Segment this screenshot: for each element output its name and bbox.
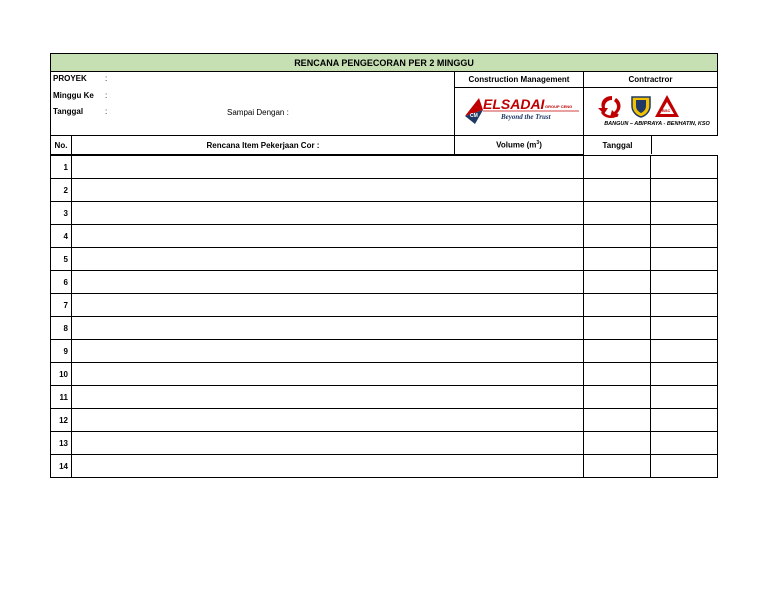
row-volume-cell[interactable] (584, 317, 651, 340)
table-row (51, 409, 718, 432)
elsadai-group: GROUP CENG (545, 104, 573, 110)
row-item-cell[interactable] (72, 225, 584, 248)
row-item-cell[interactable] (72, 340, 584, 363)
kso-icons (592, 92, 712, 120)
elsadai-logo (461, 94, 581, 126)
row-tanggal-cell[interactable] (651, 363, 718, 386)
row-volume-cell[interactable] (584, 386, 651, 409)
row-number: 5 (51, 248, 72, 271)
tanggal-colon: : (105, 107, 108, 116)
table-row (51, 317, 718, 340)
benhatin-triangle-icon (655, 95, 679, 117)
minggu-colon: : (105, 91, 108, 100)
table-row (51, 386, 718, 409)
row-volume-cell[interactable] (584, 409, 651, 432)
row-tanggal-cell[interactable] (651, 455, 718, 478)
row-number: 12 (51, 409, 72, 432)
row-item-cell[interactable] (72, 271, 584, 294)
row-item-cell[interactable] (72, 455, 584, 478)
row-item-cell[interactable] (72, 156, 584, 179)
kso-logo (592, 92, 712, 130)
tanggal-label: Tanggal (53, 107, 84, 116)
row-number: 10 (51, 363, 72, 386)
table-row (51, 179, 718, 202)
row-volume-cell[interactable] (584, 432, 651, 455)
row-tanggal-cell[interactable] (651, 317, 718, 340)
minggu-label: Minggu Ke (53, 91, 94, 100)
kso-logo-cell (584, 88, 718, 136)
row-tanggal-cell[interactable] (651, 271, 718, 294)
row-volume-cell[interactable] (584, 225, 651, 248)
elsadai-logo-cell (455, 88, 584, 136)
table-row (51, 202, 718, 225)
row-volume-cell[interactable] (584, 340, 651, 363)
construction-management-label: Construction Management (455, 72, 584, 88)
row-volume-cell[interactable] (584, 455, 651, 478)
row-volume-cell[interactable] (584, 248, 651, 271)
elsadai-badge: CM (470, 113, 478, 120)
sheet-title: RENCANA PENGECORAN PER 2 MINGGU (51, 54, 718, 72)
table-row (51, 294, 718, 317)
col-header-spacer (652, 136, 718, 154)
row-number: 2 (51, 179, 72, 202)
table-row (51, 225, 718, 248)
col-header-no: No. (51, 136, 72, 155)
row-tanggal-cell[interactable] (651, 248, 718, 271)
kso-logo-text: BANGUN – ABIPRAYA - BENHATIN, KSO (604, 121, 710, 128)
row-item-cell[interactable] (72, 202, 584, 225)
table-row (51, 156, 718, 179)
row-tanggal-cell[interactable] (651, 386, 718, 409)
row-number: 13 (51, 432, 72, 455)
row-item-cell[interactable] (72, 363, 584, 386)
row-volume-cell[interactable] (584, 363, 651, 386)
row-item-cell[interactable] (72, 317, 584, 340)
elsadai-tagline: Beyond the Trust (501, 113, 551, 122)
sampai-dengan-label: Sampai Dengan : (227, 108, 289, 117)
row-tanggal-cell[interactable] (651, 202, 718, 225)
plan-rows (50, 155, 718, 478)
proyek-colon: : (105, 74, 108, 83)
col-header-tanggal: Tanggal (584, 136, 652, 154)
elsadai-wordmark: ELSADAI (483, 96, 545, 113)
benhatin-badge: BSC (662, 108, 671, 114)
row-volume-cell[interactable] (584, 156, 651, 179)
row-tanggal-cell[interactable] (651, 409, 718, 432)
col-header-right-group (584, 136, 718, 155)
row-tanggal-cell[interactable] (651, 294, 718, 317)
row-volume-cell[interactable] (584, 294, 651, 317)
row-number: 14 (51, 455, 72, 478)
row-item-cell[interactable] (72, 409, 584, 432)
table-row (51, 271, 718, 294)
row-number: 6 (51, 271, 72, 294)
table-row (51, 363, 718, 386)
table-row (51, 248, 718, 271)
row-item-cell[interactable] (72, 432, 584, 455)
row-number: 1 (51, 156, 72, 179)
row-volume-cell[interactable] (584, 179, 651, 202)
row-number: 3 (51, 202, 72, 225)
concrete-plan-sheet (50, 53, 717, 478)
plan-table (50, 53, 718, 155)
row-item-cell[interactable] (72, 248, 584, 271)
col-header-volume: Volume $(m^3)$ (455, 136, 584, 155)
project-info-block (51, 72, 455, 136)
row-tanggal-cell[interactable] (651, 179, 718, 202)
abipraya-shield-icon (632, 97, 650, 117)
table-row (51, 455, 718, 478)
row-tanggal-cell[interactable] (651, 432, 718, 455)
row-tanggal-cell[interactable] (651, 156, 718, 179)
bangun-recycle-icon (598, 96, 621, 117)
row-number: 7 (51, 294, 72, 317)
row-item-cell[interactable] (72, 179, 584, 202)
row-item-cell[interactable] (72, 294, 584, 317)
row-number: 9 (51, 340, 72, 363)
col-header-item: Rencana Item Pekerjaan Cor : (72, 136, 455, 155)
row-number: 8 (51, 317, 72, 340)
contractor-label: Contractror (584, 72, 718, 88)
proyek-label: PROYEK (53, 74, 87, 83)
row-item-cell[interactable] (72, 386, 584, 409)
row-number: 11 (51, 386, 72, 409)
row-tanggal-cell[interactable] (651, 340, 718, 363)
row-volume-cell[interactable] (584, 202, 651, 225)
table-row (51, 340, 718, 363)
row-tanggal-cell[interactable] (651, 225, 718, 248)
table-row (51, 432, 718, 455)
row-volume-cell[interactable] (584, 271, 651, 294)
row-number: 4 (51, 225, 72, 248)
